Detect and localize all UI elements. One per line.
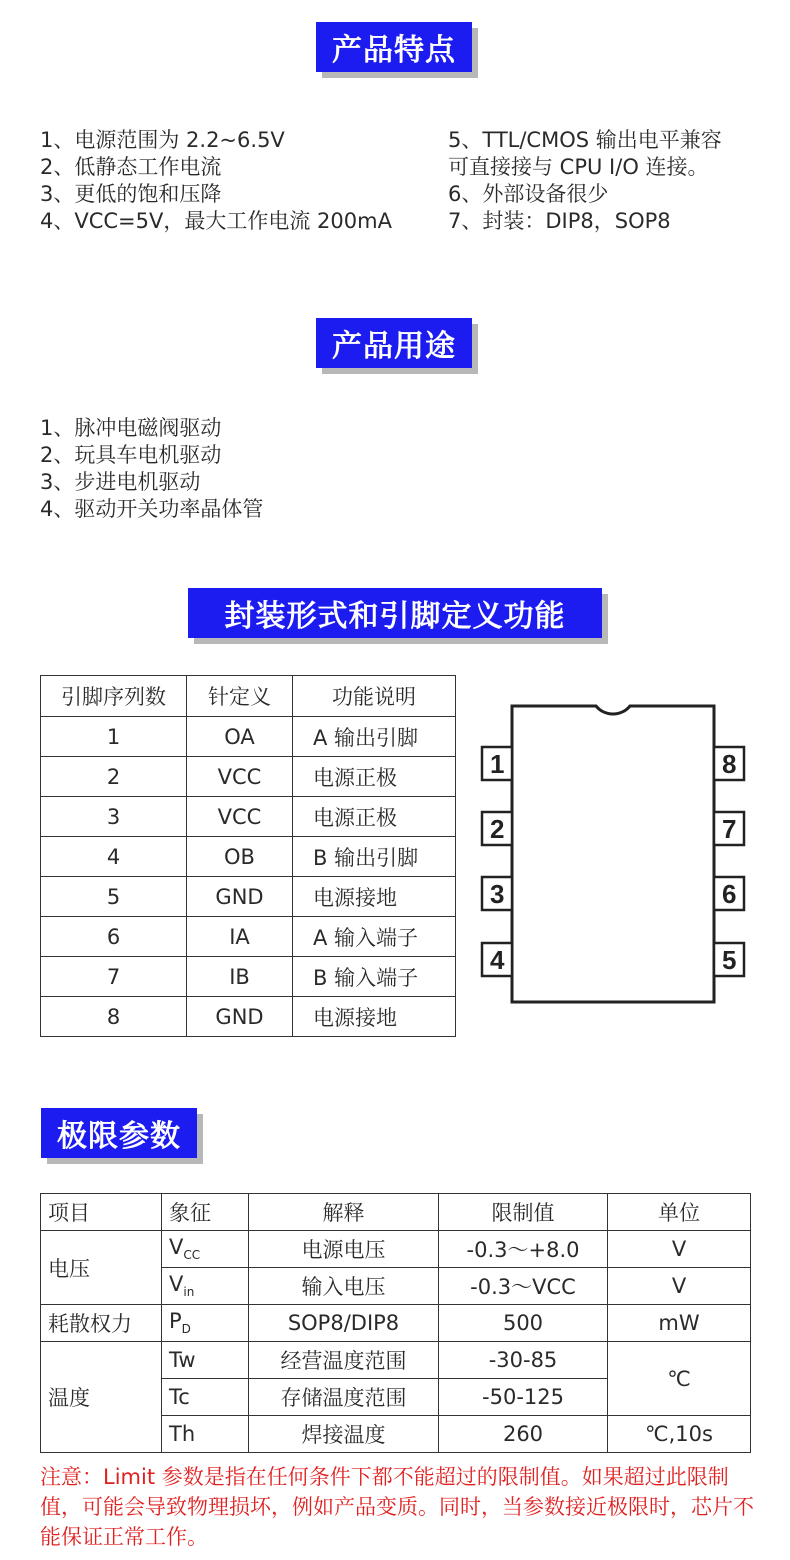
- pin-label: 1: [490, 749, 505, 779]
- table-row: [41, 1231, 751, 1268]
- value-cell: -0.3～VCC: [439, 1268, 608, 1305]
- column-header: 限制值: [439, 1194, 608, 1231]
- pin-label: 2: [490, 814, 505, 844]
- table-row: [41, 957, 456, 997]
- list-item: 2、低静态工作电流: [40, 155, 222, 179]
- value-cell: -30-85: [439, 1342, 608, 1379]
- symbol-cell: $V_{in}$: [162, 1268, 249, 1305]
- pin-number: 6: [41, 917, 187, 957]
- list-item: 3、步进电机驱动: [40, 470, 201, 494]
- pin-label: 3: [490, 879, 505, 909]
- pin-function: 电源正极: [293, 797, 456, 837]
- list-item: 1、脉冲电磁阀驱动: [40, 416, 222, 440]
- value-cell: 260: [439, 1416, 608, 1453]
- table-row: [41, 717, 456, 757]
- list-item: 4、VCC=5V，最大工作电流 200mA: [40, 209, 392, 233]
- pin-name: GND: [187, 877, 293, 917]
- table-row: [41, 1305, 751, 1342]
- list-item: 3、更低的饱和压降: [40, 182, 222, 206]
- dip8-package-diagram: [478, 700, 748, 1010]
- pin-number: 7: [41, 957, 187, 997]
- list-item: 2、玩具车电机驱动: [40, 443, 222, 467]
- table-row: [41, 997, 456, 1037]
- table-row: [41, 877, 456, 917]
- pin-name: IA: [187, 917, 293, 957]
- chip-body: [512, 706, 714, 1002]
- pin-number: 8: [41, 997, 187, 1037]
- symbol-cell: $P_D$: [162, 1305, 249, 1342]
- table-header-row: [41, 1194, 751, 1231]
- limit-parameters-table: [40, 1193, 751, 1453]
- table-row: [41, 917, 456, 957]
- pin-number: 1: [41, 717, 187, 757]
- table-row: [41, 797, 456, 837]
- description-cell: 输入电压: [249, 1268, 439, 1305]
- pin-name: VCC: [187, 757, 293, 797]
- column-header: 引脚序列数: [41, 676, 187, 717]
- pins-title: 封装形式和引脚定义功能: [188, 588, 602, 638]
- column-header: 解释: [249, 1194, 439, 1231]
- list-item: 1、电源范围为 2.2~6.5V: [40, 128, 285, 152]
- unit-cell: mW: [608, 1305, 751, 1342]
- column-header: 项目: [41, 1194, 162, 1231]
- list-item: 4、驱动开关功率晶体管: [40, 497, 264, 521]
- pin-label: 6: [722, 879, 737, 909]
- symbol-cell: Th: [162, 1416, 249, 1453]
- uses-title: 产品用途: [316, 318, 472, 368]
- description-cell: 经营温度范围: [249, 1342, 439, 1379]
- value-cell: -50-125: [439, 1379, 608, 1416]
- item-cell: 温度: [41, 1342, 162, 1453]
- features-title: 产品特点: [316, 22, 472, 72]
- table-header-row: [41, 676, 456, 717]
- pin-function: 电源正极: [293, 757, 456, 797]
- pin-name: IB: [187, 957, 293, 997]
- unit-cell: V: [608, 1231, 751, 1268]
- pin-function: 电源接地: [293, 997, 456, 1037]
- value-cell: -0.3～+8.0: [439, 1231, 608, 1268]
- pin-name: VCC: [187, 797, 293, 837]
- list-item: 7、封装：DIP8，SOP8: [448, 209, 671, 233]
- symbol-cell: Tc: [162, 1379, 249, 1416]
- column-header: 针定义: [187, 676, 293, 717]
- pin-number: 4: [41, 837, 187, 877]
- table-row: [41, 1342, 751, 1379]
- pin-number: 3: [41, 797, 187, 837]
- symbol-cell: Tw: [162, 1342, 249, 1379]
- table-row: [41, 837, 456, 877]
- symbol-cell: $V_{CC}$: [162, 1231, 249, 1268]
- column-header: 单位: [608, 1194, 751, 1231]
- pin-function: 电源接地: [293, 877, 456, 917]
- features-right-list: [448, 127, 722, 235]
- description-cell: 电源电压: [249, 1231, 439, 1268]
- pin-label: 7: [722, 814, 737, 844]
- item-cell: 电压: [41, 1231, 162, 1305]
- item-cell: 耗散权力: [41, 1305, 162, 1342]
- limits-title: 极限参数: [41, 1108, 197, 1158]
- pin-function: A 输入端子: [293, 917, 456, 957]
- limits-note: 注意：Limit 参数是指在任何条件下都不能超过的限制值。如果超过此限制值，可能会导致物理损坏，例如产品变质。同时，当参数接近极限时，芯片不能保证正常工作。: [40, 1465, 754, 1549]
- pin-label: 8: [722, 749, 737, 779]
- description-cell: 焊接温度: [249, 1416, 439, 1453]
- pin-label: 4: [490, 945, 505, 975]
- pin-name: OB: [187, 837, 293, 877]
- list-item: 可直接接与 CPU I/O 连接。: [448, 155, 709, 179]
- list-item: 5、TTL/CMOS 输出电平兼容: [448, 128, 722, 152]
- pin-name: GND: [187, 997, 293, 1037]
- pin-function: A 输出引脚: [293, 717, 456, 757]
- pin-name: OA: [187, 717, 293, 757]
- description-cell: 存储温度范围: [249, 1379, 439, 1416]
- pin-function: B 输入端子: [293, 957, 456, 997]
- unit-cell: ℃,10s: [608, 1416, 751, 1453]
- unit-cell: V: [608, 1268, 751, 1305]
- value-cell: 500: [439, 1305, 608, 1342]
- column-header: 功能说明: [293, 676, 456, 717]
- features-left-list: [40, 127, 392, 235]
- column-header: 象征: [162, 1194, 249, 1231]
- pin-function: B 输出引脚: [293, 837, 456, 877]
- pin-definition-table: [40, 675, 456, 1037]
- list-item: 6、外部设备很少: [448, 182, 609, 206]
- pin-number: 2: [41, 757, 187, 797]
- pin-label: 5: [722, 945, 737, 975]
- unit-cell: ℃: [608, 1342, 751, 1416]
- description-cell: SOP8/DIP8: [249, 1305, 439, 1342]
- pin-number: 5: [41, 877, 187, 917]
- table-row: [41, 757, 456, 797]
- uses-list: [40, 415, 263, 523]
